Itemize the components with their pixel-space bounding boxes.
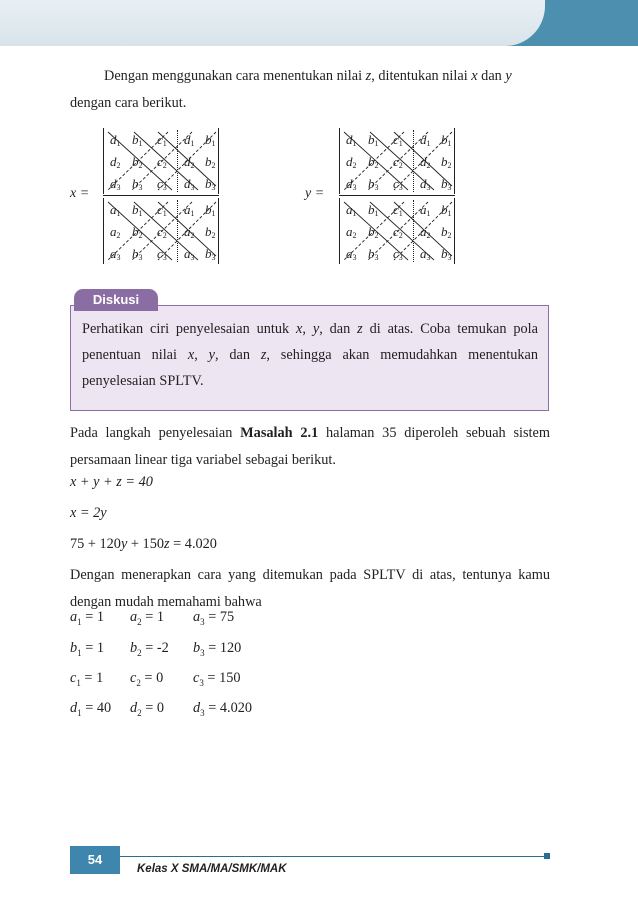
coefficient-d2: $d_2 = 0$ [130, 700, 165, 718]
matrix-entry: $c_2$ [393, 154, 403, 170]
matrix-entry: $c_3$ [393, 246, 403, 262]
matrix-entry: $b_1$ [368, 132, 379, 148]
equation-1: x + y + z = 40 [70, 474, 153, 490]
matrix-entry: $a_3$ [346, 246, 357, 262]
matrix-entry: $d_3$ [184, 176, 195, 192]
matrix-entry: $c_1$ [393, 132, 403, 148]
fraction-bar [103, 195, 219, 196]
coefficient-d1: $d_1 = 40$ [70, 700, 112, 718]
matrix-entry: $d_1$ [184, 132, 195, 148]
apply-paragraph: Dengan menerapkan cara yang ditemukan pada SPLTV di atas, tentunya kamu dengan mudah memahami bahwa [70, 567, 550, 610]
matrix-entry: $d_1$ [110, 132, 121, 148]
matrix-entry: $b_2$ [132, 224, 143, 240]
matrix-entry: $b_1$ [368, 202, 379, 218]
coefficient-b3: $b_3 = 120$ [193, 640, 242, 658]
fraction-bar [339, 195, 455, 196]
matrix-entry: $c_3$ [157, 176, 167, 192]
matrix-entry: $b_2$ [441, 154, 452, 170]
matrix-entry: $b_3$ [132, 246, 143, 262]
matrix-entry: $c_3$ [157, 246, 167, 262]
footer-square [544, 853, 550, 859]
matrix-entry: $a_1$ [110, 202, 121, 218]
coefficient-d3: $d_3 = 4.020$ [193, 700, 253, 718]
matrix-entry: $d_1$ [420, 132, 431, 148]
determinant-denominator [103, 198, 219, 264]
matrix-entry: $b_1$ [205, 202, 216, 218]
determinant-numerator [339, 128, 455, 194]
matrix-entry: $b_3$ [368, 246, 379, 262]
matrix-entry: $a_2$ [420, 224, 431, 240]
matrix-entry: $c_1$ [157, 132, 167, 148]
matrix-entry: $b_2$ [205, 224, 216, 240]
coefficient-c1: $c_1 = 1$ [70, 670, 104, 688]
determinant-numerator [103, 128, 219, 194]
matrix-entry: $b_1$ [441, 132, 452, 148]
matrix-entry: $a_1$ [184, 202, 195, 218]
problem-paragraph: Pada langkah penyelesaian Masalah 2.1 halaman 35 diperoleh sebuah sistem persamaan linear tiga variabel sebagai berikut. [70, 425, 550, 468]
matrix-entry: $b_3$ [441, 246, 452, 262]
matrix-entry: $a_3$ [420, 246, 431, 262]
matrix-entry: $b_2$ [441, 224, 452, 240]
matrix-entry: $c_2$ [393, 224, 403, 240]
coefficient-b1: $b_1 = 1$ [70, 640, 105, 658]
page-number: 54 [70, 846, 120, 874]
coefficient-a1: $a_1 = 1$ [70, 609, 105, 627]
header-light-panel [0, 0, 545, 46]
matrix-entry: $d_2$ [184, 154, 195, 170]
matrix-entry: $d_2$ [110, 154, 121, 170]
equation-3: 75 + 120y + 150z = 4.020 [70, 536, 217, 552]
matrix-entry: $a_2$ [184, 224, 195, 240]
formula-x-lhs: x = [70, 186, 90, 201]
matrix-entry: $a_2$ [346, 224, 357, 240]
diskusi-tab: Diskusi [74, 289, 158, 311]
matrix-entry: $b_1$ [441, 202, 452, 218]
matrix-entry: $c_2$ [157, 154, 167, 170]
matrix-entry: $d_3$ [420, 176, 431, 192]
matrix-entry: $d_2$ [420, 154, 431, 170]
matrix-entry: $b_2$ [132, 154, 143, 170]
matrix-entry: $b_1$ [205, 132, 216, 148]
diskusi-text: Perhatikan ciri penyelesaian untuk x, y, dan z di atas. Coba temukan pola penentuan nilai x, y, dan z, sehingga akan memudahkan menentukan penyelesaian SPLTV. [82, 321, 538, 389]
formula-y-lhs: y = [305, 186, 325, 201]
matrix-entry: $a_3$ [110, 246, 121, 262]
equation-2: x = 2y [70, 505, 107, 521]
footer-line [70, 856, 548, 857]
matrix-entry: $d_3$ [346, 176, 357, 192]
matrix-entry: $a_1$ [346, 202, 357, 218]
matrix-entry: $a_3$ [184, 246, 195, 262]
matrix-entry: $a_2$ [110, 224, 121, 240]
matrix-entry: $b_2$ [205, 154, 216, 170]
matrix-entry: $b_3$ [205, 176, 216, 192]
matrix-entry: $d_2$ [346, 154, 357, 170]
matrix-entry: $b_1$ [132, 202, 143, 218]
matrix-entry: $b_2$ [368, 154, 379, 170]
matrix-entry: $b_1$ [132, 132, 143, 148]
matrix-entry: $b_3$ [368, 176, 379, 192]
coefficient-c3: $c_3 = 150$ [193, 670, 241, 688]
coefficient-b2: $b_2 = -2$ [130, 640, 169, 658]
intro-paragraph: Dengan menggunakan cara menentukan nilai z, ditentukan nilai x dan y dengan cara berikut. [70, 68, 512, 111]
matrix-entry: $b_3$ [132, 176, 143, 192]
coefficient-c2: $c_2 = 0$ [130, 670, 164, 688]
matrix-entry: $b_2$ [368, 224, 379, 240]
book-title: Kelas X SMA/MA/SMK/MAK [137, 863, 287, 875]
matrix-entry: $a_1$ [420, 202, 431, 218]
matrix-entry: $c_1$ [393, 202, 403, 218]
determinant-denominator [339, 198, 455, 264]
matrix-entry: $b_3$ [205, 246, 216, 262]
matrix-entry: $d_1$ [346, 132, 357, 148]
matrix-entry: $c_3$ [393, 176, 403, 192]
matrix-entry: $c_2$ [157, 224, 167, 240]
matrix-entry: $d_3$ [110, 176, 121, 192]
coefficient-a3: $a_3 = 75$ [193, 609, 235, 627]
matrix-entry: $b_3$ [441, 176, 452, 192]
matrix-entry: $c_1$ [157, 202, 167, 218]
coefficient-a2: $a_2 = 1$ [130, 609, 165, 627]
